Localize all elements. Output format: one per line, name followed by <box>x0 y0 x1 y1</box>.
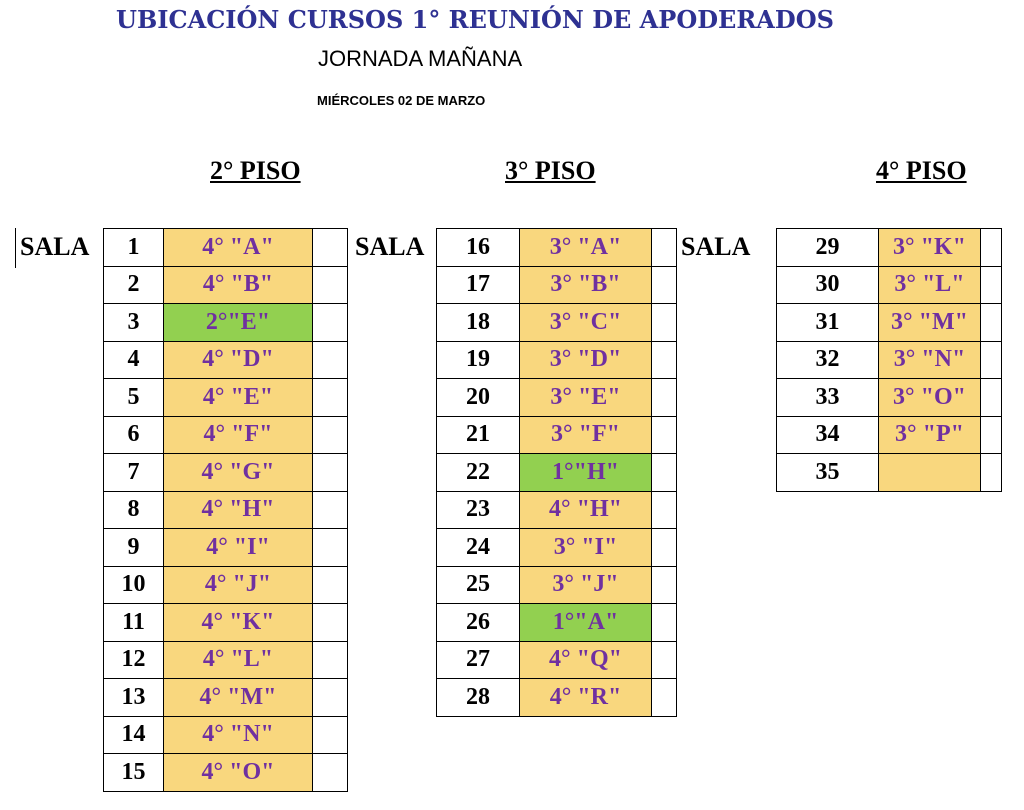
table-row <box>437 229 677 267</box>
empty-cell <box>313 229 348 267</box>
rooms-table-4-piso <box>776 228 1002 492</box>
room-number: 14 <box>104 716 164 754</box>
empty-cell <box>652 229 677 267</box>
room-number: 25 <box>437 566 520 604</box>
floor-heading-3: 3° PISO <box>505 156 596 185</box>
room-number: 9 <box>104 529 164 567</box>
room-number: 4 <box>104 341 164 379</box>
room-number: 1 <box>104 229 164 267</box>
table-row <box>437 566 677 604</box>
room-number: 21 <box>437 416 520 454</box>
table-row <box>437 454 677 492</box>
table-row <box>777 379 1002 417</box>
empty-cell <box>652 679 677 717</box>
empty-cell <box>313 304 348 342</box>
course-cell: 4° "D" <box>164 341 313 379</box>
sala-label-4: SALA <box>681 232 751 261</box>
table-row <box>437 379 677 417</box>
room-number: 10 <box>104 566 164 604</box>
empty-cell <box>313 529 348 567</box>
table-row <box>437 266 677 304</box>
table-row <box>104 566 348 604</box>
course-cell: 4° "Q" <box>520 641 652 679</box>
table-row <box>437 341 677 379</box>
course-cell: 1°"H" <box>520 454 652 492</box>
sala-label-3: SALA <box>355 232 425 261</box>
course-cell: 3° "L" <box>879 266 981 304</box>
rooms-table-2-piso <box>103 228 348 792</box>
course-cell: 4° "H" <box>164 491 313 529</box>
table-row <box>777 454 1002 492</box>
room-number: 7 <box>104 454 164 492</box>
empty-cell <box>313 566 348 604</box>
empty-cell <box>981 379 1002 417</box>
room-number: 6 <box>104 416 164 454</box>
empty-cell <box>652 379 677 417</box>
empty-cell <box>652 304 677 342</box>
table-row <box>104 379 348 417</box>
empty-cell <box>313 641 348 679</box>
course-cell: 3° "O" <box>879 379 981 417</box>
course-cell: 4° "N" <box>164 716 313 754</box>
table-row <box>104 341 348 379</box>
table-row <box>104 716 348 754</box>
course-cell: 4° "K" <box>164 604 313 642</box>
room-number: 15 <box>104 754 164 792</box>
course-cell: 4° "R" <box>520 679 652 717</box>
table-row <box>437 416 677 454</box>
table-row <box>104 529 348 567</box>
floor-heading-4: 4° PISO <box>876 156 967 185</box>
empty-cell <box>652 454 677 492</box>
course-cell: 4° "J" <box>164 566 313 604</box>
table-row <box>777 341 1002 379</box>
empty-cell <box>313 454 348 492</box>
empty-cell <box>652 641 677 679</box>
course-cell: 3° "A" <box>520 229 652 267</box>
course-cell: 3° "I" <box>520 529 652 567</box>
table-row <box>437 529 677 567</box>
course-cell: 1°"A" <box>520 604 652 642</box>
room-number: 34 <box>777 416 879 454</box>
empty-cell <box>313 416 348 454</box>
course-cell: 3° "E" <box>520 379 652 417</box>
empty-cell <box>313 754 348 792</box>
room-number: 8 <box>104 491 164 529</box>
divider-line <box>15 228 16 268</box>
course-cell: 3° "N" <box>879 341 981 379</box>
table-row <box>777 229 1002 267</box>
table-row <box>104 641 348 679</box>
floor-heading-2: 2° PISO <box>210 156 301 185</box>
room-number: 12 <box>104 641 164 679</box>
course-cell: 4° "I" <box>164 529 313 567</box>
empty-cell <box>652 604 677 642</box>
course-cell: 3° "B" <box>520 266 652 304</box>
course-cell: 3° "P" <box>879 416 981 454</box>
empty-cell <box>313 266 348 304</box>
room-number: 16 <box>437 229 520 267</box>
room-number: 18 <box>437 304 520 342</box>
room-number: 35 <box>777 454 879 492</box>
course-cell: 2°"E" <box>164 304 313 342</box>
table-row <box>104 304 348 342</box>
room-number: 32 <box>777 341 879 379</box>
course-cell: 3° "J" <box>520 566 652 604</box>
empty-cell <box>313 716 348 754</box>
room-number: 11 <box>104 604 164 642</box>
empty-cell <box>313 341 348 379</box>
sala-label-2: SALA <box>20 232 90 261</box>
page-subtitle: JORNADA MAÑANA <box>318 46 523 71</box>
table-row <box>104 416 348 454</box>
room-number: 19 <box>437 341 520 379</box>
empty-cell <box>981 304 1002 342</box>
course-cell: 4° "O" <box>164 754 313 792</box>
table-row <box>104 491 348 529</box>
empty-cell <box>652 529 677 567</box>
table-row <box>437 304 677 342</box>
empty-cell <box>981 416 1002 454</box>
room-number: 27 <box>437 641 520 679</box>
empty-cell <box>652 416 677 454</box>
table-row <box>437 604 677 642</box>
table-row <box>104 266 348 304</box>
course-cell: 3° "F" <box>520 416 652 454</box>
empty-cell <box>981 266 1002 304</box>
table-row <box>437 641 677 679</box>
room-number: 23 <box>437 491 520 529</box>
room-number: 30 <box>777 266 879 304</box>
room-number: 17 <box>437 266 520 304</box>
course-cell: 4° "H" <box>520 491 652 529</box>
room-number: 33 <box>777 379 879 417</box>
empty-cell <box>313 679 348 717</box>
room-number: 3 <box>104 304 164 342</box>
course-cell: 4° "F" <box>164 416 313 454</box>
empty-cell <box>981 454 1002 492</box>
room-number: 26 <box>437 604 520 642</box>
empty-cell <box>313 379 348 417</box>
table-row <box>777 416 1002 454</box>
table-row <box>437 679 677 717</box>
table-row <box>777 266 1002 304</box>
room-number: 28 <box>437 679 520 717</box>
empty-cell <box>652 266 677 304</box>
page-title: UBICACIÓN CURSOS 1° REUNIÓN DE APODERADOS <box>116 5 834 34</box>
course-cell: 4° "A" <box>164 229 313 267</box>
course-cell: 3° "M" <box>879 304 981 342</box>
table-row <box>104 679 348 717</box>
room-number: 20 <box>437 379 520 417</box>
meeting-date: MIÉRCOLES 02 DE MARZO <box>317 93 486 108</box>
table-row <box>104 754 348 792</box>
course-cell: 4° "L" <box>164 641 313 679</box>
course-cell: 3° "D" <box>520 341 652 379</box>
course-cell: 4° "B" <box>164 266 313 304</box>
empty-cell <box>313 491 348 529</box>
room-number: 2 <box>104 266 164 304</box>
room-number: 13 <box>104 679 164 717</box>
room-number: 24 <box>437 529 520 567</box>
room-number: 5 <box>104 379 164 417</box>
rooms-table-3-piso <box>436 228 677 717</box>
empty-cell <box>652 491 677 529</box>
room-number: 29 <box>777 229 879 267</box>
room-number: 22 <box>437 454 520 492</box>
table-row <box>104 454 348 492</box>
empty-cell <box>652 341 677 379</box>
course-cell: 4° "E" <box>164 379 313 417</box>
table-row <box>437 491 677 529</box>
table-row <box>104 229 348 267</box>
course-cell <box>879 454 981 492</box>
table-row <box>777 304 1002 342</box>
empty-cell <box>652 566 677 604</box>
empty-cell <box>981 229 1002 267</box>
course-cell: 3° "K" <box>879 229 981 267</box>
empty-cell <box>313 604 348 642</box>
empty-cell <box>981 341 1002 379</box>
course-cell: 3° "C" <box>520 304 652 342</box>
course-cell: 4° "M" <box>164 679 313 717</box>
course-cell: 4° "G" <box>164 454 313 492</box>
room-number: 31 <box>777 304 879 342</box>
table-row <box>104 604 348 642</box>
